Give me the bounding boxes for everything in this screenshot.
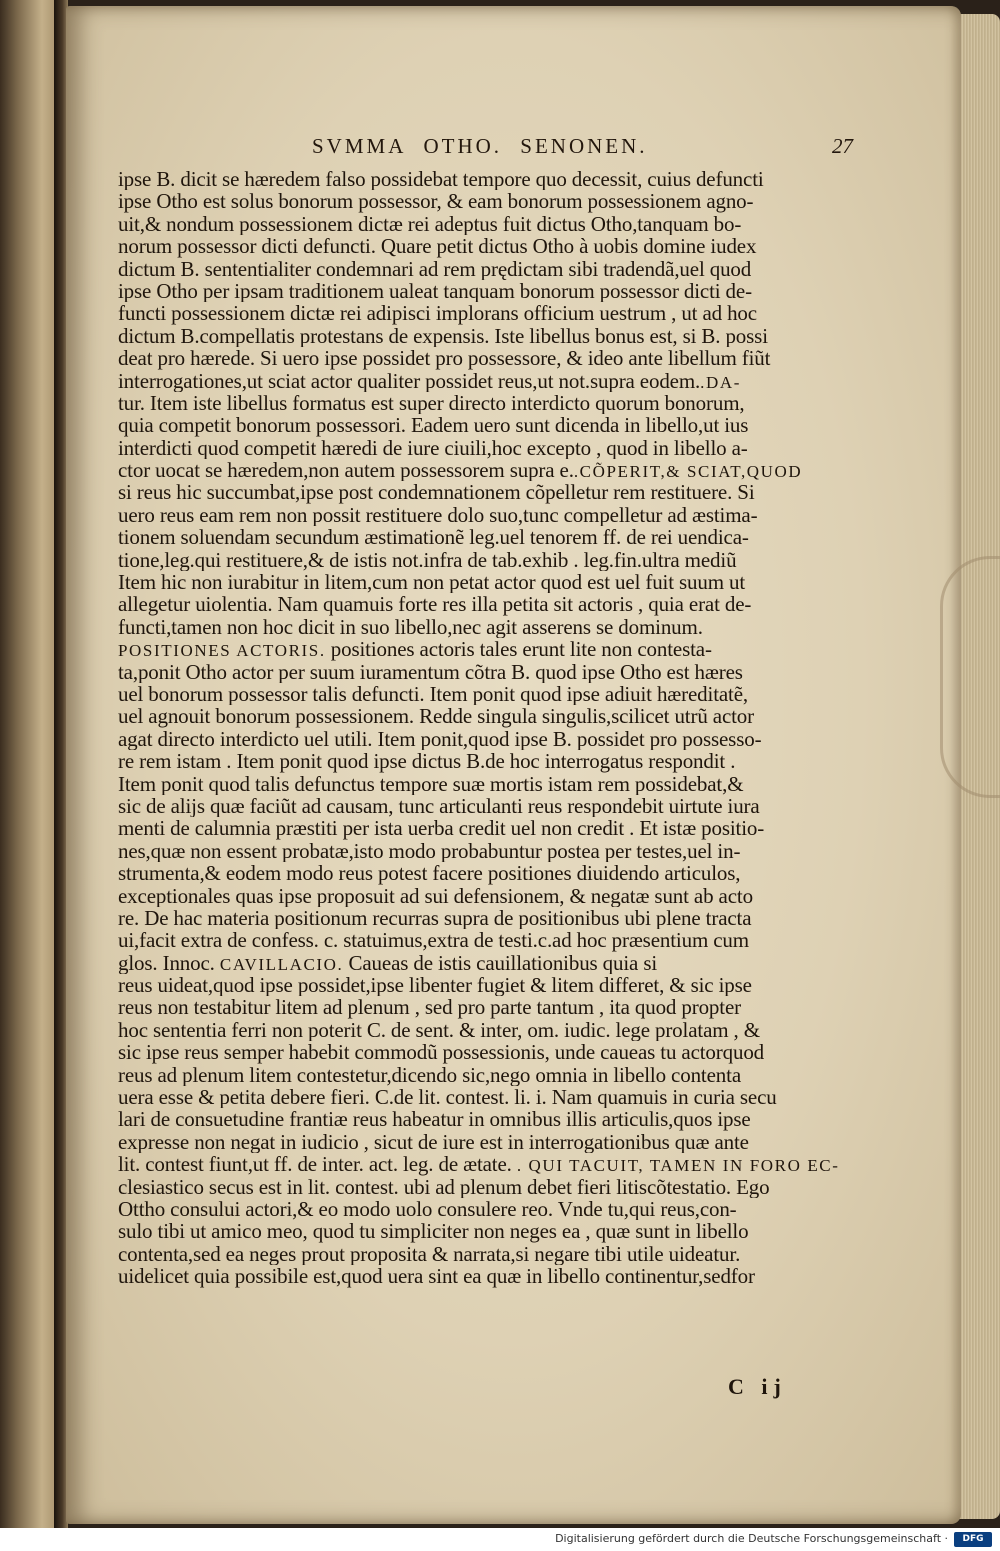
text-line: ctor uocat se hæredem,non autem possessorem supra e..CÕPERIT,& SCIAT,QUOD	[118, 459, 803, 482]
text-line: strumenta,& eodem modo reus potest facere positiones diuidendo articulos,	[118, 862, 741, 885]
text-line: uidelicet quia possibile est,quod uera sint ea quæ in libello continentur,sedfor	[118, 1265, 755, 1288]
dfg-logo: DFG	[954, 1532, 992, 1547]
text-line: tionem soluendam secundum æstimationẽ leg.uel tenorem ff. de rei uendica-	[118, 526, 749, 549]
text-line: contenta,sed ea neges prout proposita & narrata,si negare tibi utile uideatur.	[118, 1242, 741, 1266]
text-line: menti de calumnia præstiti per ista uerba credit uel non credit . Et istæ positio-	[118, 817, 765, 840]
text-line: Item hic non iurabitur in litem,cum non petat actor quod est uel fuit suum ut	[118, 571, 746, 594]
text-line: tur. Item iste libellus formatus est super directo interdicto quorum bonorum,	[118, 391, 745, 415]
text-line: agat directo interdicto uel utili. Item ponit,quod ipse B. possidet pro possesso-	[118, 727, 762, 751]
text-line: hoc sententia ferri non poterit C. de sent. & inter, om. iudic. lege prolatam , &	[118, 1018, 760, 1042]
text-line: nes,quæ non essent probatæ,isto modo probabuntur postea per testes,uel in-	[118, 839, 741, 863]
text-line: uero reus eam rem non possit restituere dolo suo,tunc compelletur ad æstima-	[118, 503, 758, 527]
text-line: POSITIONES ACTORIS. positiones actoris tales erunt lite non contesta-	[118, 638, 712, 661]
section-rubric: .DA-	[700, 372, 742, 392]
text-line: Ottho consului actori,& eo modo uolo consulere reo. Vnde tu,qui reus,con-	[118, 1197, 737, 1221]
section-rubric: CAVILLACIO.	[219, 954, 344, 974]
text-line: re rem istam . Item ponit quod ipse dictus B.de hoc interrogatus respondit .	[118, 750, 736, 773]
text-line: sic de alijs quæ faciũt ad causam, tunc articulanti reus respondebit uirtute iura	[118, 794, 760, 818]
text-line: dictum B. sententialiter condemnari ad rem prędictam sibi tradendã,uel quod	[118, 257, 752, 280]
text-line: deat pro hærede. Si uero ipse possidet pro possessore, & ideo ante libellum fiũt	[118, 347, 771, 370]
funding-credit: Digitalisierung gefördert durch die Deutsche Forschungsgemeinschaft ·	[555, 1532, 948, 1545]
text-line: uera esse & petita debere fieri. C.de lit. contest. li. i. Nam quamuis in curia secu	[118, 1086, 777, 1109]
text-line: reus ad plenum litem contestetur,dicendo sic,nego omnia in libello contenta	[118, 1063, 741, 1087]
text-line: re. De hac materia positionum recurras supra de positionibus ubi plene tracta	[118, 906, 752, 930]
right-page	[66, 6, 961, 1524]
text-line: dictum B.compellatis protestans de expensis. Iste libellus bonus est, si B. possi	[118, 324, 768, 348]
text-line: ipse B. dicit se hæredem falso possidebat tempore quo decessit, cuius defuncti	[118, 168, 764, 191]
text-line: expresse non negat in iudicio , sicut de iure est in interrogationibus quæ ante	[118, 1130, 749, 1154]
text-line: glos. Innoc. CAVILLACIO. Caueas de istis cauillationibus quia si	[118, 951, 658, 975]
text-line: uel bonorum possessor talis defuncti. Item ponit quod ipse adiuit hæreditatẽ,	[118, 682, 749, 706]
text-line: reus uideat,quod ipse possidet,ipse libenter fugiet & litem differet, & sic ipse	[118, 974, 752, 997]
text-line: Item ponit quod talis defunctus tempore suæ mortis istam rem possidebat,&	[118, 772, 744, 795]
text-line: functi possessionem dictæ rei adipisci implorans officium uestrum , ut ad hoc	[118, 302, 757, 325]
text-line: ta,ponit Otho actor per suum iuramentum cõtra B. quod ipse Otho est hæres	[118, 660, 743, 683]
text-line: allegetur uiolentia. Nam quamuis forte res illa petita sit actoris , quia erat de-	[118, 593, 752, 616]
left-page-edge	[0, 0, 60, 1528]
text-line: clesiastico secus est in lit. contest. ubi ad plenum debet fieri litiscõtestatio. Ego	[118, 1175, 770, 1198]
text-line: ipse Otho per ipsam traditionem ualeat tanquam bonorum possessor dicti de-	[118, 279, 752, 303]
text-line: reus non testabitur litem ad plenum , sed pro parte tantum , ita quod propter	[118, 996, 741, 1019]
text-line: si reus hic succumbat,ipse post condemnationem cõpelletur rem restituere. Si	[118, 481, 755, 504]
text-line: ui,facit extra de confess. c. statuimus,extra de testi.c.ad hoc præsentium cum	[118, 929, 749, 952]
running-title: SVMMA OTHO. SENONEN.	[312, 134, 648, 158]
folio-number: 27	[832, 134, 853, 158]
text-line: interrogationes,ut sciat actor qualiter possidet reus,ut not.supra eodem..DA-	[118, 369, 742, 392]
section-rubric: .CÕPERIT,& SCIAT,QUOD	[573, 462, 803, 482]
signature-mark: C ij	[728, 1374, 787, 1399]
text-line: sulo tibi ut amico meo, quod tu simpliciter non neges ea , quæ sunt in libello	[118, 1220, 749, 1243]
text-line: sic ipse reus semper habebit commodũ possessionis, unde caueas tu actorquod	[118, 1041, 765, 1064]
clasp-strap	[940, 556, 1000, 798]
text-line: quia competit bonorum possessori. Eadem uero sunt dicenda in libello,ut ius	[118, 414, 749, 437]
body-text	[118, 168, 878, 1288]
footer-bar	[0, 1528, 1000, 1551]
text-line: uit,& nondum possessionem dictæ rei adeptus fuit dictus Otho,tanquam bo-	[118, 212, 742, 236]
text-line: functi,tamen non hoc dicit in suo libello,nec agit asserens se dominum.	[118, 615, 703, 639]
text-line: norum possessor dicti defuncti. Quare petit dictus Otho à uobis domine iudex	[118, 235, 757, 258]
text-line: lit. contest fiunt,ut ff. de inter. act. leg. de ætate. . QUI TACUIT, TAMEN IN FORO EC-	[118, 1153, 840, 1176]
text-line: lari de consuetudine frantiæ reus habeatur in omnibus illis articulis,quos ipse	[118, 1108, 751, 1131]
section-rubric: . QUI TACUIT, TAMEN IN FORO EC-	[516, 1156, 840, 1176]
text-line: ipse Otho est solus bonorum possessor, & eam bonorum possessionem agno-	[118, 190, 754, 213]
text-line: uel agnouit bonorum possessionem. Redde singula singulis,scilicet utrũ actor	[118, 705, 755, 728]
text-line: tione,leg.qui restituere,& de istis not.infra de tab.exhib . leg.fin.ultra mediũ	[118, 548, 737, 572]
section-rubric: POSITIONES ACTORIS.	[118, 641, 326, 661]
text-line: exceptionales quas ipse proposuit ad sui defensionem, & negatæ sunt ab acto	[118, 884, 753, 907]
text-line: interdicti quod competit hæredi de iure ciuili,hoc excepto , quod in libello a-	[118, 436, 748, 460]
